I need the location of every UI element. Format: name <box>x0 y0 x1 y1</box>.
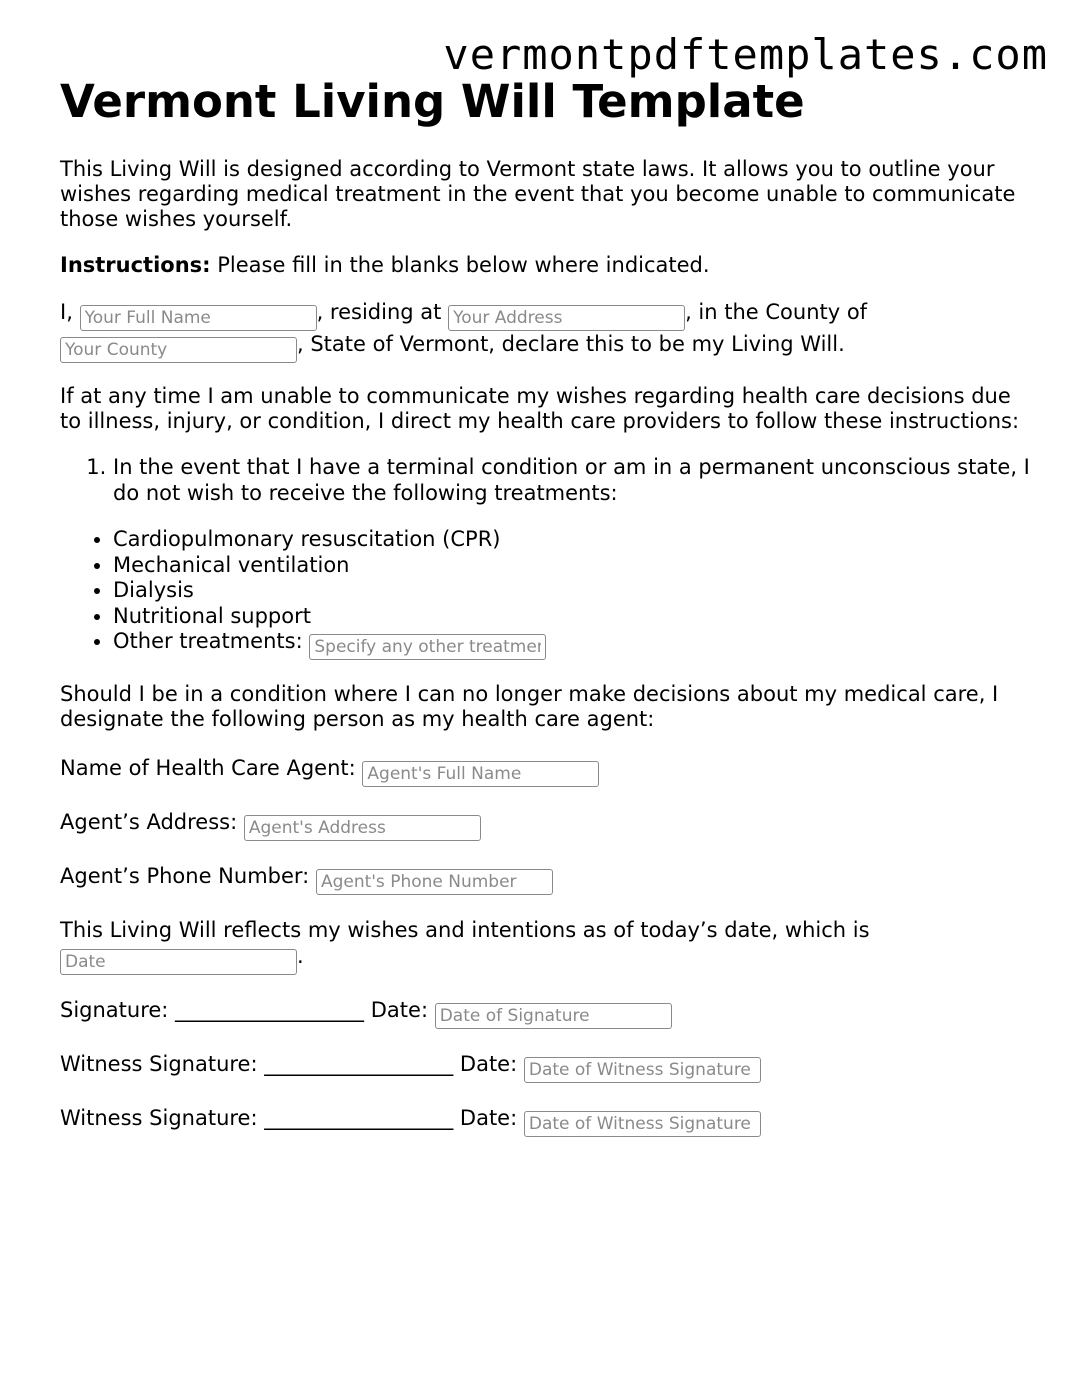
instructions-text: Please fill in the blanks below where indicated. <box>210 253 710 277</box>
witness1-date-input[interactable] <box>524 1057 761 1083</box>
witness2-date-input[interactable] <box>524 1111 761 1137</box>
other-treatments-input[interactable] <box>309 634 546 660</box>
agent-name-label: Name of Health Care Agent: <box>60 756 356 780</box>
signature-date-label: Date: <box>370 998 429 1022</box>
county-input[interactable] <box>60 337 297 363</box>
other-treatments-label: Other treatments: <box>113 629 303 653</box>
date-statement-text: This Living Will reflects my wishes and intentions as of today’s date, which is <box>60 918 870 942</box>
agent-phone-input[interactable] <box>316 869 553 895</box>
direction-paragraph: If at any time I am unable to communicate my wishes regarding health care decisions due to illness, injury, or condition, I direct my health care providers to follow these instructions: <box>60 384 1020 433</box>
intro-paragraph: This Living Will is designed according to Vermont state laws. It allows you to outline your wishes regarding medical treatment in the event that you become unable to communicate those wishes yourself. <box>60 157 1016 231</box>
witness1-date-label: Date: <box>459 1052 518 1076</box>
address-input[interactable] <box>448 305 685 331</box>
treatment-item: • Cardiopulmonary resuscitation (CPR) <box>113 527 1030 553</box>
signature-date-input[interactable] <box>435 1003 672 1029</box>
full-name-input[interactable] <box>80 305 317 331</box>
treatment-item: • Nutritional support <box>113 604 1030 630</box>
agent-address-label: Agent’s Address: <box>60 810 238 834</box>
instructions-label: Instructions: <box>60 253 211 277</box>
document-body <box>60 76 1030 1137</box>
agent-phone-row <box>60 863 1030 895</box>
signature-row <box>60 997 1030 1029</box>
witness2-signature-label: Witness Signature: __________________ <box>60 1106 454 1130</box>
agent-phone-label: Agent’s Phone Number: <box>60 864 310 888</box>
declaration-suffix: , State of Vermont, declare this to be my Living Will. <box>297 332 845 356</box>
declaration-county-text: , in the County of <box>685 300 868 324</box>
agent-address-row <box>60 809 1030 841</box>
witness2-row <box>60 1105 1030 1137</box>
date-statement-end: . <box>297 944 304 968</box>
declaration-paragraph <box>60 299 1030 363</box>
signature-label: Signature: __________________ <box>60 998 365 1022</box>
treatment-list <box>60 527 1030 660</box>
page-title: Vermont Living Will Template <box>60 75 805 128</box>
numbered-item: 1. In the event that I have a terminal condition or am in a permanent unconscious state, I do not wish to receive the following treatments: <box>113 455 1030 506</box>
date-input[interactable] <box>60 949 297 975</box>
treatment-item: • Mechanical ventilation <box>113 553 1030 579</box>
agent-name-input[interactable] <box>362 761 599 787</box>
treatment-item: • Dialysis <box>113 578 1030 604</box>
agent-address-input[interactable] <box>244 815 481 841</box>
watermark: vermontpdftemplates.com <box>443 30 1048 79</box>
declaration-prefix: I, <box>60 300 73 324</box>
treatment-item-other <box>113 629 1030 660</box>
numbered-list <box>60 455 1030 506</box>
witness2-date-label: Date: <box>459 1106 518 1130</box>
declaration-residing: , residing at <box>316 300 442 324</box>
agent-intro-paragraph: Should I be in a condition where I can no longer make decisions about my medical care, I designate the following person as my health care agent: <box>60 682 999 731</box>
instructions-paragraph <box>60 253 1030 278</box>
witness1-row <box>60 1051 1030 1083</box>
agent-name-row <box>60 755 1030 787</box>
date-statement <box>60 917 1030 975</box>
witness1-signature-label: Witness Signature: __________________ <box>60 1052 454 1076</box>
